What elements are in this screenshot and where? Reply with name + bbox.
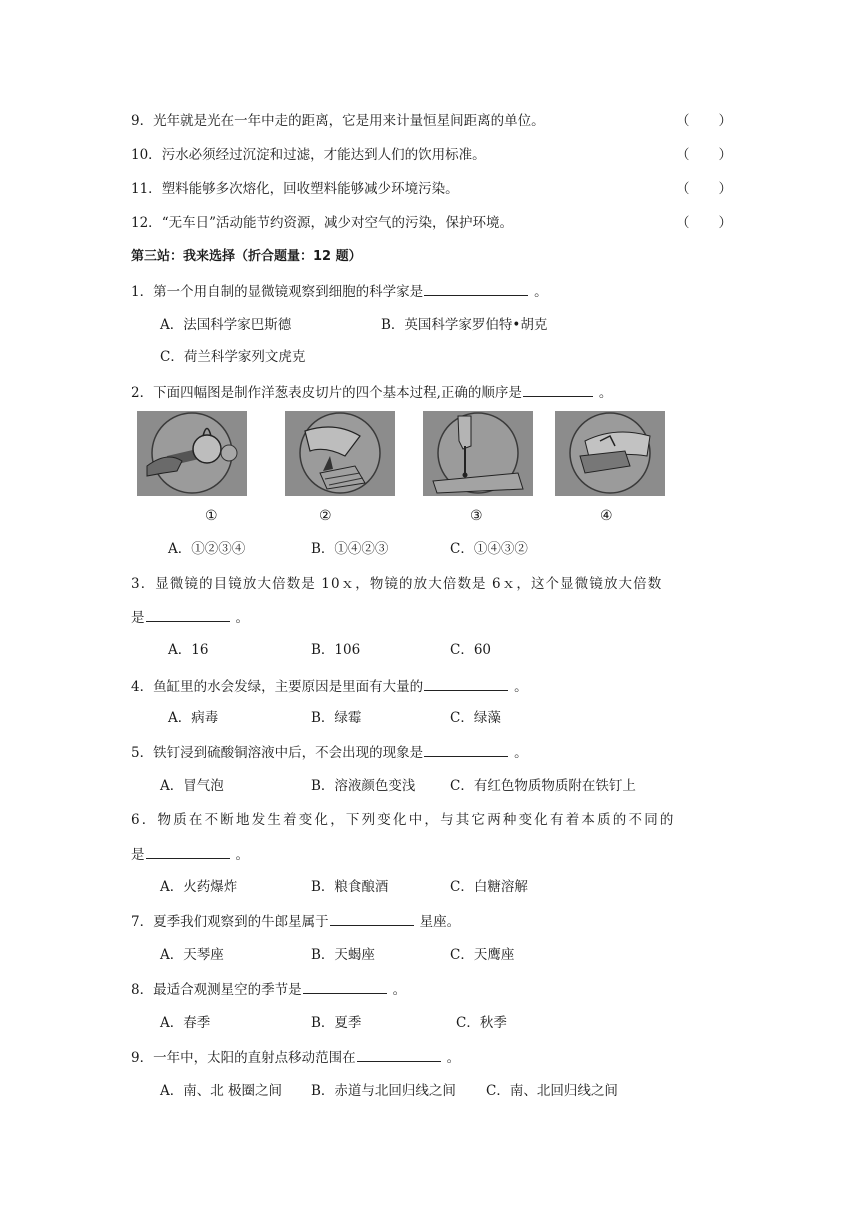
q4-option-a[interactable]: A．病毒 [168, 710, 219, 726]
q9-option-b[interactable]: B．赤道与北回归线之间 [311, 1083, 456, 1099]
q3-option-c[interactable]: C．60 [450, 642, 492, 658]
q7-option-c[interactable]: C．天鹰座 [450, 947, 515, 963]
question-7: 7．夏季我们观察到的牛郎星属于 星座。 [131, 911, 460, 932]
q2-option-b[interactable]: B．①④②③ [311, 541, 389, 557]
q1-option-c[interactable]: C．荷兰科学家列文虎克 [160, 349, 306, 365]
q6-option-b[interactable]: B．粮食酿酒 [311, 879, 389, 895]
section-title: 第三站：我来选择（折合题量：12 题） [131, 249, 362, 264]
answer-blank-9[interactable] [357, 1047, 441, 1062]
q8-option-c[interactable]: C．秋季 [456, 1015, 507, 1031]
q5-option-c[interactable]: C．有红色物质物质附在铁钉上 [450, 778, 636, 794]
answer-blank-5[interactable] [424, 742, 508, 757]
q6-option-a[interactable]: A．火药爆炸 [160, 879, 238, 895]
q3-option-b[interactable]: B．106 [311, 642, 361, 658]
question-5: 5．铁钉浸到硫酸铜溶液中后，不会出现的现象是 。 [131, 742, 528, 763]
answer-blank-2[interactable] [523, 382, 593, 397]
judgement-item-11: 11．塑料能够多次熔化，回收塑料能够减少环境污染。 [131, 181, 459, 197]
q2-option-c[interactable]: C．①④③② [450, 541, 528, 557]
question-2: 2．下面四幅图是制作洋葱表皮切片的四个基本过程,正确的顺序是 。 [131, 382, 612, 403]
step-image-4 [555, 411, 665, 496]
answer-blank-6[interactable] [146, 844, 230, 859]
answer-bracket-9[interactable]: （ ） [676, 113, 732, 129]
q4-option-b[interactable]: B．绿霉 [311, 710, 362, 726]
answer-blank-3[interactable] [146, 607, 230, 622]
step-image-1 [137, 411, 247, 496]
q9-option-c[interactable]: C．南、北回归线之间 [486, 1083, 618, 1099]
question-9: 9．一年中，太阳的直射点移动范围在 。 [131, 1047, 460, 1068]
q1-option-b[interactable]: B．英国科学家罗伯特•胡克 [381, 317, 548, 333]
q1-option-a[interactable]: A．法国科学家巴斯德 [160, 317, 292, 333]
q4-option-c[interactable]: C．绿藻 [450, 710, 501, 726]
q8-option-b[interactable]: B．夏季 [311, 1015, 362, 1031]
answer-blank-7[interactable] [330, 911, 414, 926]
q9-option-a[interactable]: A．南、北 极圈之间 [160, 1083, 283, 1099]
step-label-4: ④ [600, 508, 613, 524]
q3-option-a[interactable]: A．16 [168, 642, 209, 658]
step-label-3: ③ [470, 508, 483, 524]
question-4: 4．鱼缸里的水会发绿，主要原因是里面有大量的 。 [131, 676, 528, 697]
judgement-item-9: 9．光年就是光在一年中走的距离，它是用来计量恒星间距离的单位。 [131, 113, 545, 129]
question-6-cont: 是 。 [131, 844, 249, 865]
question-3: 3．显微镜的目镜放大倍数是 10ｘ，物镜的放大倍数是 6ｘ，这个显微镜放大倍数 [131, 576, 663, 592]
question-3-cont: 是 。 [131, 607, 249, 628]
judgement-item-12: 12．“无车日”活动能节约资源，减少对空气的污染，保护环境。 [131, 215, 513, 231]
step-image-3 [423, 411, 533, 496]
answer-blank-1[interactable] [424, 281, 528, 296]
question-6: 6．物质在不断地发生着变化，下列变化中，与其它两种变化有着本质的不同的 [131, 812, 676, 828]
q8-option-a[interactable]: A．春季 [160, 1015, 211, 1031]
answer-blank-4[interactable] [424, 676, 508, 691]
q5-option-a[interactable]: A．冒气泡 [160, 778, 224, 794]
step-label-2: ② [319, 508, 332, 524]
answer-bracket-11[interactable]: （ ） [676, 181, 732, 197]
q7-option-a[interactable]: A．天琴座 [160, 947, 224, 963]
question-8: 8．最适合观测星空的季节是 。 [131, 979, 406, 1000]
answer-bracket-12[interactable]: （ ） [676, 215, 732, 231]
answer-blank-8[interactable] [303, 979, 387, 994]
q5-option-b[interactable]: B．溶液颜色变浅 [311, 778, 416, 794]
step-label-1: ① [205, 508, 218, 524]
judgement-item-10: 10．污水必须经过沉淀和过滤，才能达到人们的饮用标准。 [131, 147, 486, 163]
q2-option-a[interactable]: A．①②③④ [168, 541, 246, 557]
answer-bracket-10[interactable]: （ ） [676, 147, 732, 163]
q6-option-c[interactable]: C．白糖溶解 [450, 879, 528, 895]
step-image-2 [285, 411, 395, 496]
q7-option-b[interactable]: B．天蝎座 [311, 947, 375, 963]
question-1: 1．第一个用自制的显微镜观察到细胞的科学家是 。 [131, 281, 548, 302]
